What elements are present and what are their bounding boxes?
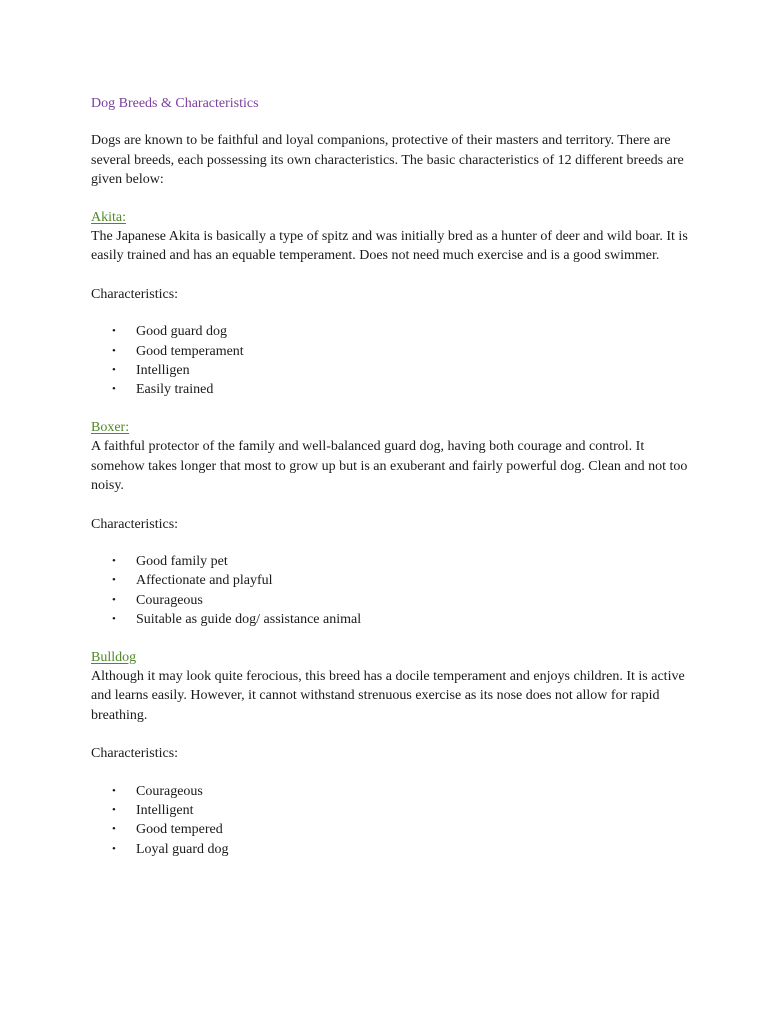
breed-description-bulldog: Although it may look quite ferocious, this breed has a docile temperament and enjoys children. It is active and learns easily. However, it cannot withstand strenuous exercise as its nose does not allow for rapid breathing. — [91, 668, 685, 723]
breed-heading-akita[interactable]: Akita: — [91, 209, 126, 225]
list-item — [91, 380, 691, 399]
trait-text: Courageous — [136, 783, 203, 799]
trait-text: Suitable as guide dog/ assistance animal — [136, 612, 362, 628]
bullet-icon: • — [112, 574, 116, 587]
bullet-icon: • — [112, 803, 116, 816]
breed-description-akita: The Japanese Akita is basically a type of spitz and was initially bred as a hunter of deer and wild boar. It is easily trained and has an equable temperament. Does not need much exercise and is a good swimmer. — [91, 229, 688, 264]
list-item — [91, 361, 691, 380]
document-page — [91, 94, 691, 877]
characteristics-label: Characteristics: — [91, 746, 179, 762]
list-item — [91, 801, 691, 820]
list-item — [91, 552, 691, 571]
bullet-icon: • — [112, 823, 116, 836]
trait-text: Good guard dog — [136, 324, 227, 340]
bullet-icon: • — [112, 344, 116, 357]
trait-text: Intelligent — [136, 802, 194, 818]
list-item — [91, 342, 691, 361]
traits-list-bulldog — [91, 782, 691, 860]
breed-heading-bulldog[interactable]: Bulldog — [91, 649, 137, 665]
breed-section-akita — [91, 208, 691, 400]
trait-text: Good family pet — [136, 553, 228, 569]
characteristics-label: Characteristics: — [91, 286, 179, 302]
trait-text: Courageous — [136, 592, 203, 608]
intro-paragraph: Dogs are known to be faithful and loyal companions, protective of their masters and territory. There are several breeds, each possessing its own characteristics. The basic characteristics of 12 different breeds are given below: — [91, 133, 684, 188]
traits-list-akita — [91, 322, 691, 400]
bullet-icon: • — [112, 593, 116, 606]
trait-text: Affectionate and playful — [136, 573, 273, 589]
bullet-icon: • — [112, 613, 116, 626]
list-item — [91, 591, 691, 610]
list-item — [91, 820, 691, 839]
trait-text: Loyal guard dog — [136, 841, 229, 857]
trait-text: Good temperament — [136, 343, 244, 359]
bullet-icon: • — [112, 784, 116, 797]
breed-section-bulldog — [91, 648, 691, 860]
traits-list-boxer — [91, 552, 691, 630]
list-item — [91, 840, 691, 859]
bullet-icon: • — [112, 325, 116, 338]
list-item — [91, 571, 691, 590]
list-item — [91, 782, 691, 801]
list-item — [91, 610, 691, 629]
breed-heading-boxer[interactable]: Boxer: — [91, 419, 130, 435]
bullet-icon: • — [112, 842, 116, 855]
trait-text: Good tempered — [136, 822, 223, 838]
list-item — [91, 322, 691, 341]
trait-text: Intelligen — [136, 363, 190, 379]
characteristics-label: Characteristics: — [91, 516, 179, 532]
bullet-icon: • — [112, 554, 116, 567]
bullet-icon: • — [112, 364, 116, 377]
breed-section-boxer — [91, 418, 691, 630]
trait-text: Easily trained — [136, 382, 214, 398]
breed-description-boxer: A faithful protector of the family and well-balanced guard dog, having both courage and control. It somehow takes longer that most to grow up but is an exuberant and fairly powerful dog. Clean and not too noisy. — [91, 439, 688, 494]
bullet-icon: • — [112, 383, 116, 396]
document-title: Dog Breeds & Characteristics — [91, 96, 259, 111]
